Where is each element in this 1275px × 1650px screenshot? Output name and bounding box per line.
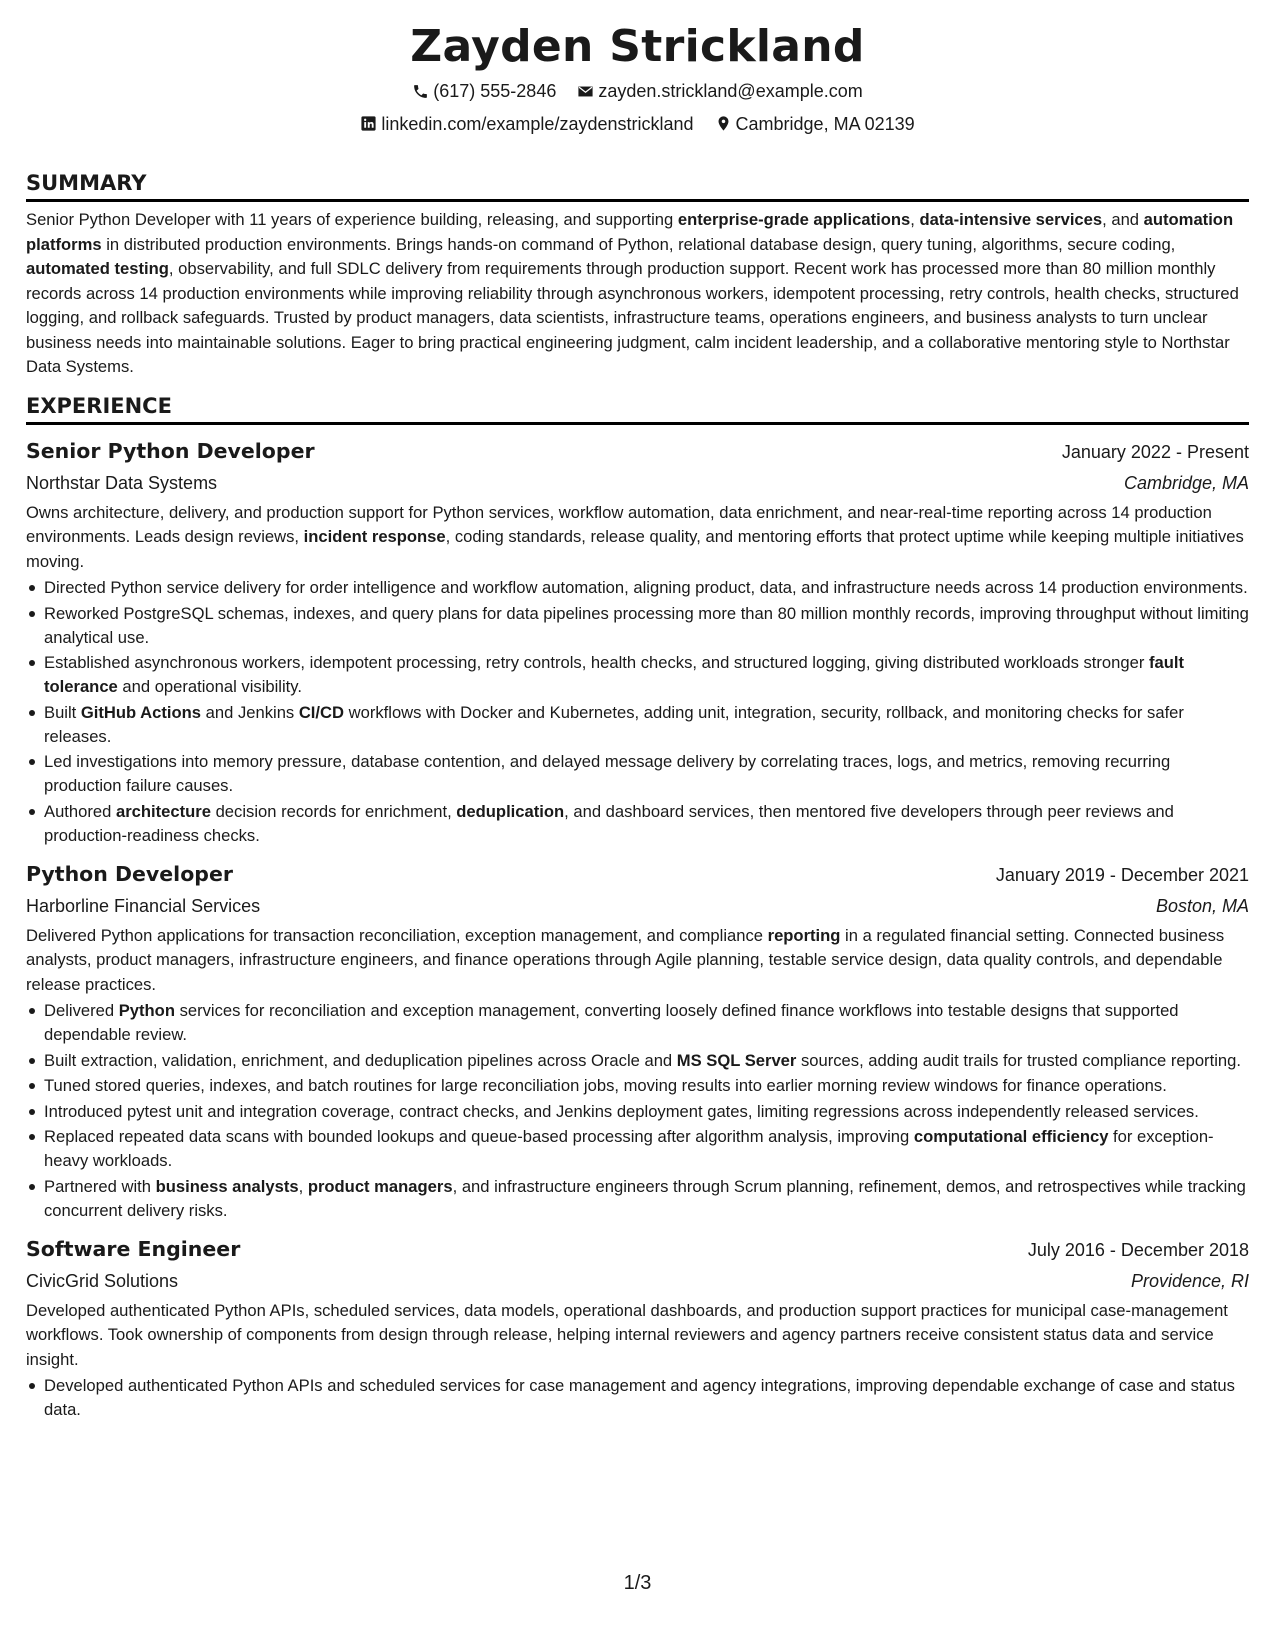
bullet-item: Established asynchronous workers, idempotent processing, retry controls, health checks, and structured logging, giving distributed workloads stronger fault tolerance and operational visibility. <box>44 651 1249 699</box>
job-bullets <box>26 576 1249 848</box>
bullet-item: Directed Python service delivery for order intelligence and workflow automation, aligning product, data, and infrastructure needs across 14 production environments. <box>44 576 1249 600</box>
job-location: Providence, RI <box>1130 1270 1249 1291</box>
bold-phrase: incident response <box>303 527 446 546</box>
job-title: Python Developer <box>26 861 233 886</box>
phone-text: (617) 555-2846 <box>433 81 557 101</box>
job-bullets <box>26 1374 1249 1422</box>
job-entry <box>26 435 1249 848</box>
job-title: Senior Python Developer <box>26 438 315 463</box>
bullet-item: Developed authenticated Python APIs and scheduled services for case management and agency integrations, improving dependable exchange of case and status data. <box>44 1374 1249 1422</box>
job-dates: July 2016 - December 2018 <box>1027 1239 1249 1260</box>
bullet-item: Authored architecture decision records for enrichment, deduplication, and dashboard services, then mentored five developers through peer reviews and production-readiness checks. <box>44 800 1249 848</box>
company-name: Northstar Data Systems <box>26 472 218 493</box>
linkedin-text[interactable]: linkedin.com/example/zaydenstrickland <box>381 113 694 134</box>
contact-line-2 <box>26 109 1249 142</box>
envelope-icon <box>577 83 594 100</box>
linkedin-icon <box>360 115 377 132</box>
bold-phrase: automated testing <box>26 259 169 278</box>
bullet-item: Partnered with business analysts, product managers, and infrastructure engineers through Scrum planning, refinement, demos, and retrospectives while tracking concurrent delivery risks. <box>44 1175 1249 1223</box>
candidate-name: Zayden Strickland <box>410 21 865 72</box>
summary-text: Senior Python Developer with 11 years of experience building, releasing, and supporting enterprise-grade applications, data-intensive services, and automation platforms in distributed production environments. Brings hands-on command of Python, relational database design, query tuning, algorithms, secure coding, automated testing, observability, and full SDLC delivery from requirements through production support. Recent work has processed more than 80 million monthly records across 14 production environments while improving reliability through asynchronous workers, idempotent processing, retry controls, health checks, structured logging, and rollback safeguards. Trusted by product managers, data scientists, infrastructure teams, operations engineers, and business analysts to turn unclear business needs into maintainable solutions. Eager to bring practical engineering judgment, calm incident leadership, and a collaborative mentoring style to Northstar Data Systems. <box>26 210 1239 376</box>
bold-phrase: reporting <box>767 925 841 945</box>
bold-phrase: data-intensive services <box>919 210 1103 229</box>
job-entry <box>26 1233 1249 1423</box>
experience-heading: EXPERIENCE <box>26 394 1249 425</box>
bold-phrase: Python <box>118 1001 175 1020</box>
job-header <box>26 1233 1249 1266</box>
phone-icon <box>412 83 429 100</box>
bullet-item: Replaced repeated data scans with bounded lookups and queue-based processing after algorithm analysis, improving computational efficiency for exception-heavy workloads. <box>44 1125 1249 1173</box>
contact-line-1 <box>26 76 1249 109</box>
job-description: Delivered Python applications for transaction reconciliation, exception management, and compliance reporting in a regulated financial setting. Connected business analysts, product managers, infrastructure engineers, and finance operations through Agile planning, testable service design, data quality controls, and dependable release practices. <box>26 925 1225 994</box>
summary-section <box>26 171 1249 380</box>
bullet-item: Reworked PostgreSQL schemas, indexes, and query plans for data pipelines processing more than 80 million monthly records, improving throughput without limiting analytical use. <box>44 602 1249 650</box>
bold-phrase: business analysts <box>155 1176 299 1196</box>
job-bullets <box>26 999 1249 1223</box>
phone-contact <box>412 76 556 106</box>
job-subheader <box>26 468 1249 498</box>
bold-phrase: enterprise-grade applications <box>677 210 911 229</box>
bullet-item: Built extraction, validation, enrichment, and deduplication pipelines across Oracle and MS SQL Server sources, adding audit trails for trusted compliance reporting. <box>44 1049 1249 1073</box>
job-title: Software Engineer <box>26 1236 241 1261</box>
bullet-item: Introduced pytest unit and integration coverage, contract checks, and Jenkins deployment gates, limiting regressions across independently released services. <box>44 1100 1249 1124</box>
job-description: Owns architecture, delivery, and production support for Python services, workflow automation, data enrichment, and near-real-time reporting across 14 production environments. Leads design reviews, incident response, coding standards, release quality, and mentoring efforts that protect uptime while keeping multiple initiatives moving. <box>26 502 1244 571</box>
bullet-item: Built GitHub Actions and Jenkins CI/CD workflows with Docker and Kubernetes, adding unit, integration, security, rollback, and monitoring checks for safer releases. <box>44 701 1249 749</box>
bullet-item: Delivered Python services for reconciliation and exception management, converting loosely defined finance workflows into testable designs that supported dependable review. <box>44 999 1249 1047</box>
bold-phrase: CI/CD <box>298 702 344 722</box>
location-text: Cambridge, MA 02139 <box>735 113 915 134</box>
page-number: 1/3 <box>623 1572 652 1594</box>
summary-heading: SUMMARY <box>26 171 1249 202</box>
bold-phrase: deduplication <box>456 801 565 821</box>
bold-phrase: automation platforms <box>26 210 1234 254</box>
job-entry <box>26 858 1249 1223</box>
bold-phrase: product managers <box>307 1176 453 1196</box>
bold-phrase: fault tolerance <box>44 653 1185 696</box>
map-pin-icon <box>715 115 732 132</box>
bullet-item: Led investigations into memory pressure, database contention, and delayed message delivery by correlating traces, logs, and metrics, removing recurring production failure causes. <box>44 750 1249 798</box>
bullet-item: Tuned stored queries, indexes, and batch routines for large reconciliation jobs, moving results into earlier morning review windows for finance operations. <box>44 1074 1249 1098</box>
job-location: Boston, MA <box>1155 895 1249 916</box>
linkedin-contact[interactable] <box>360 109 693 139</box>
email-text[interactable]: zayden.strickland@example.com <box>598 81 863 101</box>
company-name: Harborline Financial Services <box>26 895 261 916</box>
job-subheader <box>26 1266 1249 1296</box>
location-contact <box>715 109 915 139</box>
bold-phrase: computational efficiency <box>913 1127 1109 1146</box>
experience-section <box>26 394 1249 1423</box>
job-dates: January 2019 - December 2021 <box>995 864 1249 885</box>
company-name: CivicGrid Solutions <box>26 1270 179 1291</box>
job-location: Cambridge, MA <box>1123 472 1249 493</box>
bold-phrase: MS SQL Server <box>676 1050 797 1070</box>
job-description: Developed authenticated Python APIs, scheduled services, data models, operational dashboards, and production support practices for municipal case-management workflows. Took ownership of components from design through release, helping internal reviewers and agency partners receive consistent status data and service insight. <box>26 1300 1228 1369</box>
resume-page <box>26 18 1249 1424</box>
bold-phrase: architecture <box>115 801 211 821</box>
job-dates: January 2022 - Present <box>1061 441 1249 462</box>
job-subheader <box>26 891 1249 921</box>
bold-phrase: GitHub Actions <box>80 702 202 722</box>
email-contact[interactable] <box>577 76 862 106</box>
job-header <box>26 858 1249 891</box>
job-list <box>26 435 1249 1423</box>
job-header <box>26 435 1249 468</box>
